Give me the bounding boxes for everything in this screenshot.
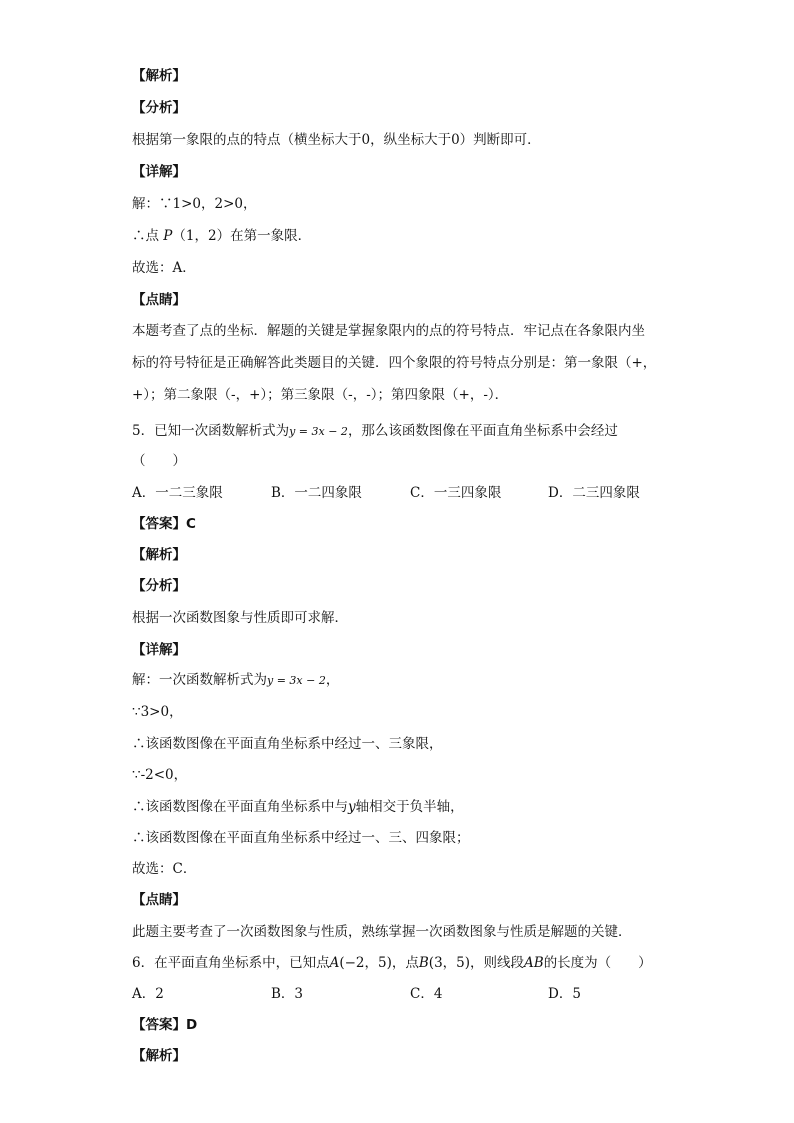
section-xiangjie: 【详解】 (132, 164, 186, 180)
segment-label: AB (524, 955, 544, 971)
section-xiangjie: 【详解】 (132, 642, 186, 658)
axis-label: y (348, 799, 356, 815)
section-daan: 【答案】C (132, 516, 196, 532)
solution-step (132, 797, 464, 817)
comment-line: +）；第二象限（-，+）；第三象限（-，-）；第四象限（+，-）． (132, 387, 509, 403)
answer-line: 故选：A． (132, 260, 196, 276)
section-daan: 【答案】D (132, 1017, 198, 1033)
solution-step (132, 670, 339, 691)
text-run: 轴相交于负半轴， (355, 799, 464, 815)
section-dianjing: 【点睛】 (132, 292, 186, 308)
analysis-text: 根据第一象限的点的特点（横坐标大于0，纵坐标大于0）判断即可． (132, 132, 541, 148)
formula: y = 3x − 2 (289, 425, 348, 438)
section-dianjing: 【点睛】 (132, 892, 186, 908)
comment-line: 标的符号特征是正确解答此类题目的关键．四个象限的符号特点分别是：第一象限（+， (132, 355, 657, 371)
section-fenxi: 【分析】 (132, 100, 186, 116)
section-fenxi: 【分析】 (132, 578, 186, 594)
text-run: ，那么该函数图像在平面直角坐标系中会经过 (347, 423, 618, 439)
analysis-text: 根据一次函数图象与性质即可求解． (132, 610, 348, 626)
text-run: 6．在平面直角坐标系中，已知点 (132, 955, 330, 971)
comment-line: 此题主要考查了一次函数图象与性质，熟练掌握一次函数图象与性质是解题的关键． (132, 924, 632, 940)
comment-line: 本题考查了点的坐标．解题的关键是掌握象限内的点的符号特点．牢记点在各象限内坐 (132, 323, 645, 339)
text-run: (−2，5)，点 (339, 955, 419, 971)
text-run: ∴该函数图像在平面直角坐标系中与 (132, 799, 348, 815)
point-label: P (163, 228, 173, 244)
text-run: 5．已知一次函数解析式为 (132, 423, 290, 439)
text-run: （1，2）在第一象限． (172, 228, 312, 244)
solution-step: ∴该函数图像在平面直角坐标系中经过一、三、四象限； (132, 830, 470, 846)
point-label: B (418, 955, 429, 971)
text-run: ， (325, 672, 340, 688)
solution-step: ∴该函数图像在平面直角坐标系中经过一、三象限， (132, 736, 443, 752)
answer-paren: （ ） (132, 453, 186, 469)
solution-step (132, 226, 311, 246)
text-run: ∴点 (132, 228, 164, 244)
option-b: B．3 (271, 986, 304, 1002)
option-c: C．4 (410, 986, 443, 1002)
point-label: A (329, 955, 340, 971)
option-c: C．一三四象限 (410, 485, 502, 501)
text-run: 解：一次函数解析式为 (132, 672, 267, 688)
answer-line: 故选：C． (132, 861, 197, 877)
question-stem (132, 953, 652, 973)
section-jiexi: 【解析】 (132, 68, 186, 84)
option-d: D．5 (548, 986, 581, 1002)
solution-step: ∵-2<0， (132, 767, 188, 783)
option-a: A．2 (132, 986, 164, 1002)
section-jiexi: 【解析】 (132, 547, 186, 563)
solution-step: 解：∵1>0，2>0， (132, 196, 257, 212)
section-jiexi: 【解析】 (132, 1048, 186, 1064)
solution-step: ∵3>0， (132, 704, 183, 720)
text-run: 的长度为（ ） (543, 955, 652, 971)
option-b: B．一二四象限 (271, 485, 362, 501)
text-run: (3，5)，则线段 (428, 955, 525, 971)
option-d: D．二三四象限 (548, 485, 640, 501)
option-a: A．一二三象限 (132, 485, 223, 501)
formula: y = 3x − 2 (267, 674, 326, 687)
question-stem (132, 421, 618, 442)
